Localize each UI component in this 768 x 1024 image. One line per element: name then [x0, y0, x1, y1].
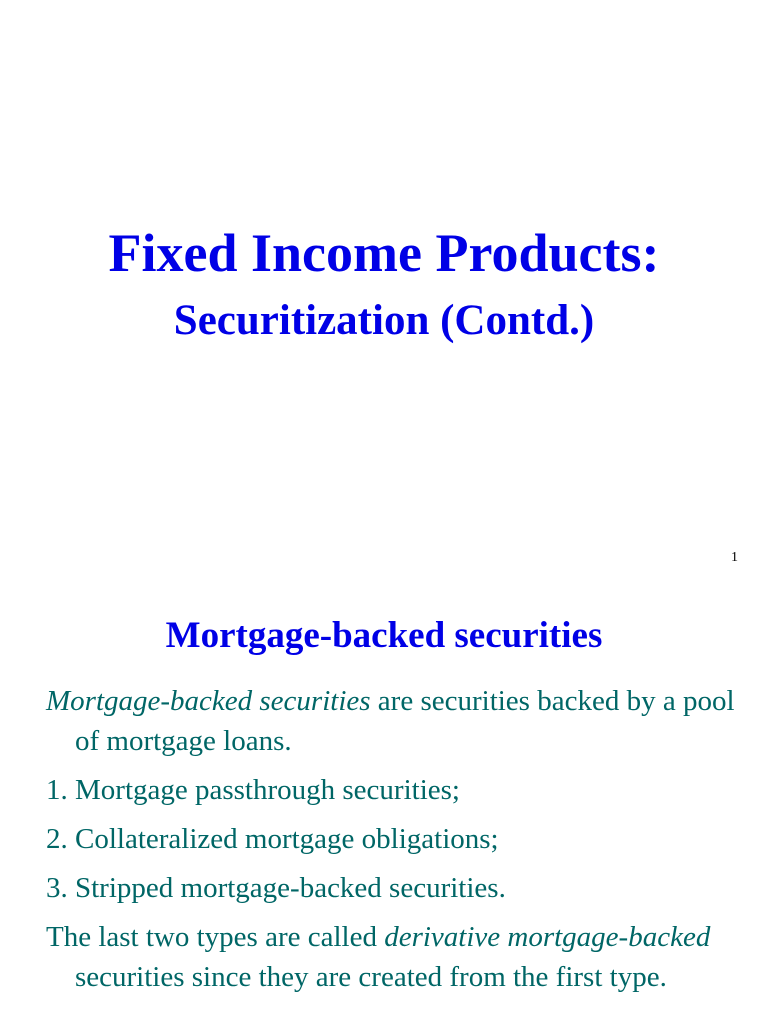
closing-text-post: securities since they are created from the first type.: [75, 961, 667, 993]
list-item: 1. Mortgage passthrough securities;: [46, 774, 460, 806]
closing-term: derivative mortgage-backed: [384, 921, 711, 953]
intro-paragraph: [46, 681, 746, 761]
closing-text-pre: The last two types are called: [46, 921, 385, 953]
closing-paragraph: [46, 917, 746, 997]
slide-2: [0, 585, 768, 1024]
intro-term: Mortgage-backed securities: [46, 685, 371, 717]
slide-title: Fixed Income Products:: [108, 223, 660, 283]
page-number: 1: [731, 550, 738, 565]
list-item: 2. Collateralized mortgage obligations;: [46, 823, 499, 855]
list-item: 3. Stripped mortgage-backed securities.: [46, 872, 506, 904]
slide-heading: Mortgage-backed securities: [165, 615, 603, 656]
intro-text: are securities backed by a pool of mortgage loans.: [75, 685, 735, 757]
slide-body: [46, 681, 746, 997]
slide-subtitle: Securitization (Contd.): [173, 297, 595, 344]
